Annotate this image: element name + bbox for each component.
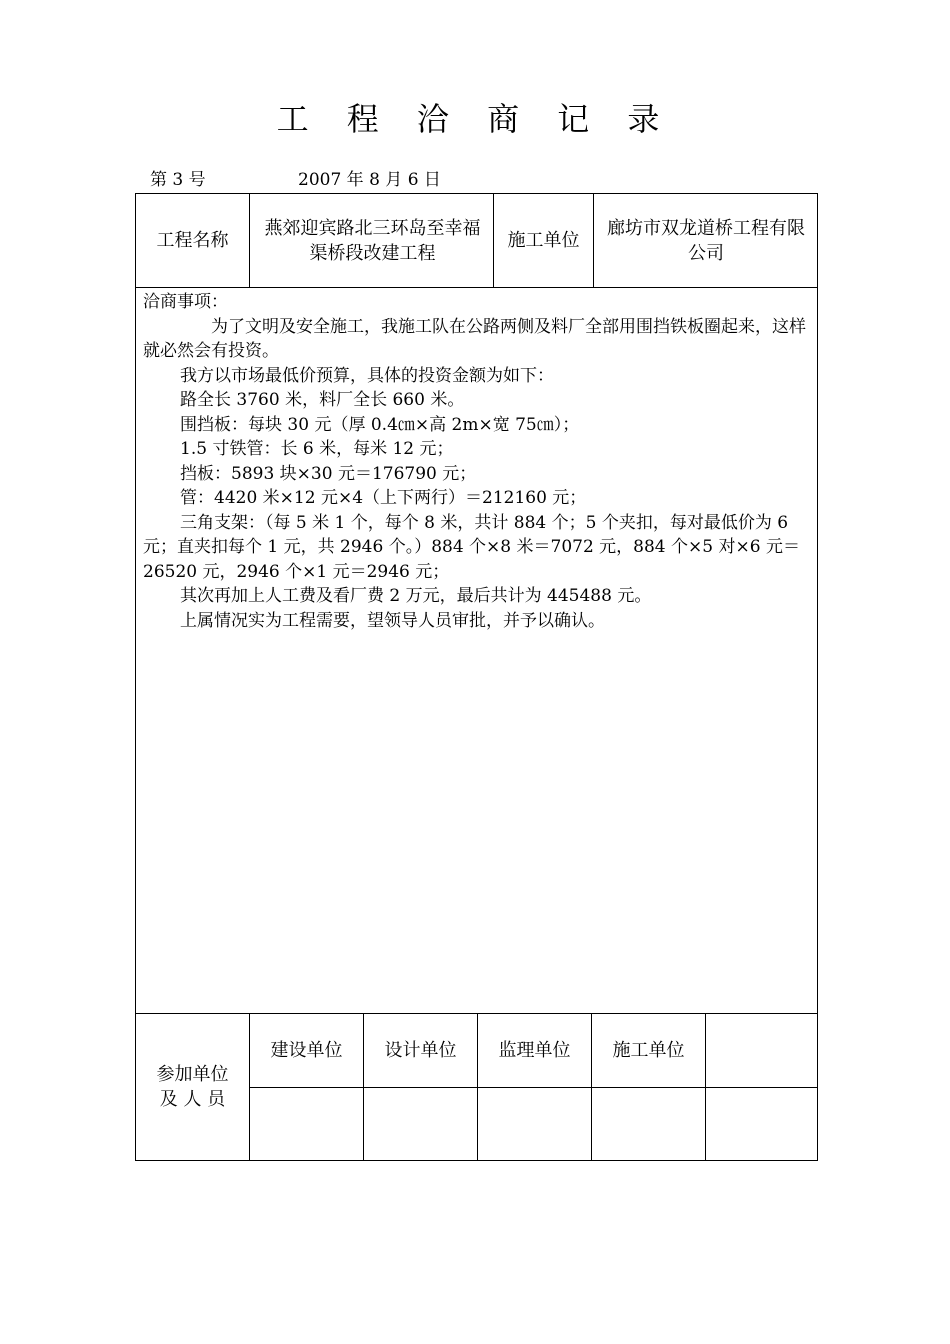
project-name-value: 燕郊迎宾路北三环岛至幸福渠桥段改建工程 bbox=[264, 217, 481, 264]
negotiation-matters bbox=[143, 290, 811, 633]
participant-unit-construction-owner: 建设单位 bbox=[270, 1040, 343, 1061]
participant-unit-contractor: 施工单位 bbox=[612, 1040, 685, 1061]
contractor-label: 施工单位 bbox=[507, 230, 580, 251]
matters-paragraph: 其次再加上人工费及看厂费 2 万元，最后共计为 445488 元。 bbox=[180, 586, 652, 606]
matters-paragraph: 挡板：5893 块×30 元＝176790 元； bbox=[180, 463, 477, 484]
participants-label-line1: 参加单位 bbox=[156, 1064, 229, 1085]
matters-paragraph: 上属情况实为工程需要，望领导人员审批，并予以确认。 bbox=[180, 610, 605, 631]
matters-paragraph: 管：4420 米×12 元×4（上下两行）＝212160 元； bbox=[180, 488, 587, 508]
contractor-value: 廊坊市双龙道桥工程有限公司 bbox=[607, 217, 805, 264]
participant-unit-design: 设计单位 bbox=[384, 1040, 457, 1061]
record-date: 2007 年 8 月 6 日 bbox=[298, 170, 441, 190]
matters-paragraph: 我方以市场最低价预算，具体的投资金额为如下： bbox=[180, 365, 554, 386]
table-divider bbox=[249, 193, 250, 288]
participants-label bbox=[136, 1014, 249, 1160]
matters-paragraph: 1.5 寸铁管：长 6 米，每米 12 元； bbox=[180, 439, 454, 459]
signature-cell bbox=[478, 1088, 591, 1160]
participant-unit-blank bbox=[706, 1014, 817, 1087]
matters-paragraph: 三角支架：（每 5 米 1 个，每个 8 米，共计 884 个；5 个夹扣，每对最低价为 6 元；直夹扣每个 1 元，共 2946 个。）884 个×8 米＝7072 元，884 个×5 对×6 元＝26520 元，2946 个×1 元＝2946 元； bbox=[143, 512, 800, 582]
matters-paragraph: 为了文明及安全施工，我施工队在公路两侧及料厂全部用围挡铁板圈起来，这样就必然会有投资。 bbox=[143, 316, 806, 361]
document-title: 工 程 洽 商 记 录 bbox=[276, 100, 674, 138]
table-divider bbox=[593, 193, 594, 288]
record-number: 第 3 号 bbox=[150, 170, 206, 190]
signature-cell bbox=[250, 1088, 363, 1160]
signature-cell bbox=[364, 1088, 477, 1160]
table-divider bbox=[135, 287, 818, 288]
signature-cell bbox=[706, 1088, 817, 1160]
matters-paragraph: 围挡板：每块 30 元（厚 0.4㎝×高 2m×宽 75㎝）； bbox=[180, 414, 580, 435]
matters-heading: 洽商事项： bbox=[143, 292, 228, 312]
project-name-label: 工程名称 bbox=[156, 230, 229, 251]
participants-label-line2: 及 人 员 bbox=[159, 1089, 226, 1110]
participant-unit-supervision: 监理单位 bbox=[498, 1040, 571, 1061]
signature-cell bbox=[592, 1088, 705, 1160]
matters-paragraph: 路全长 3760 米，料厂全长 660 米。 bbox=[180, 390, 465, 410]
